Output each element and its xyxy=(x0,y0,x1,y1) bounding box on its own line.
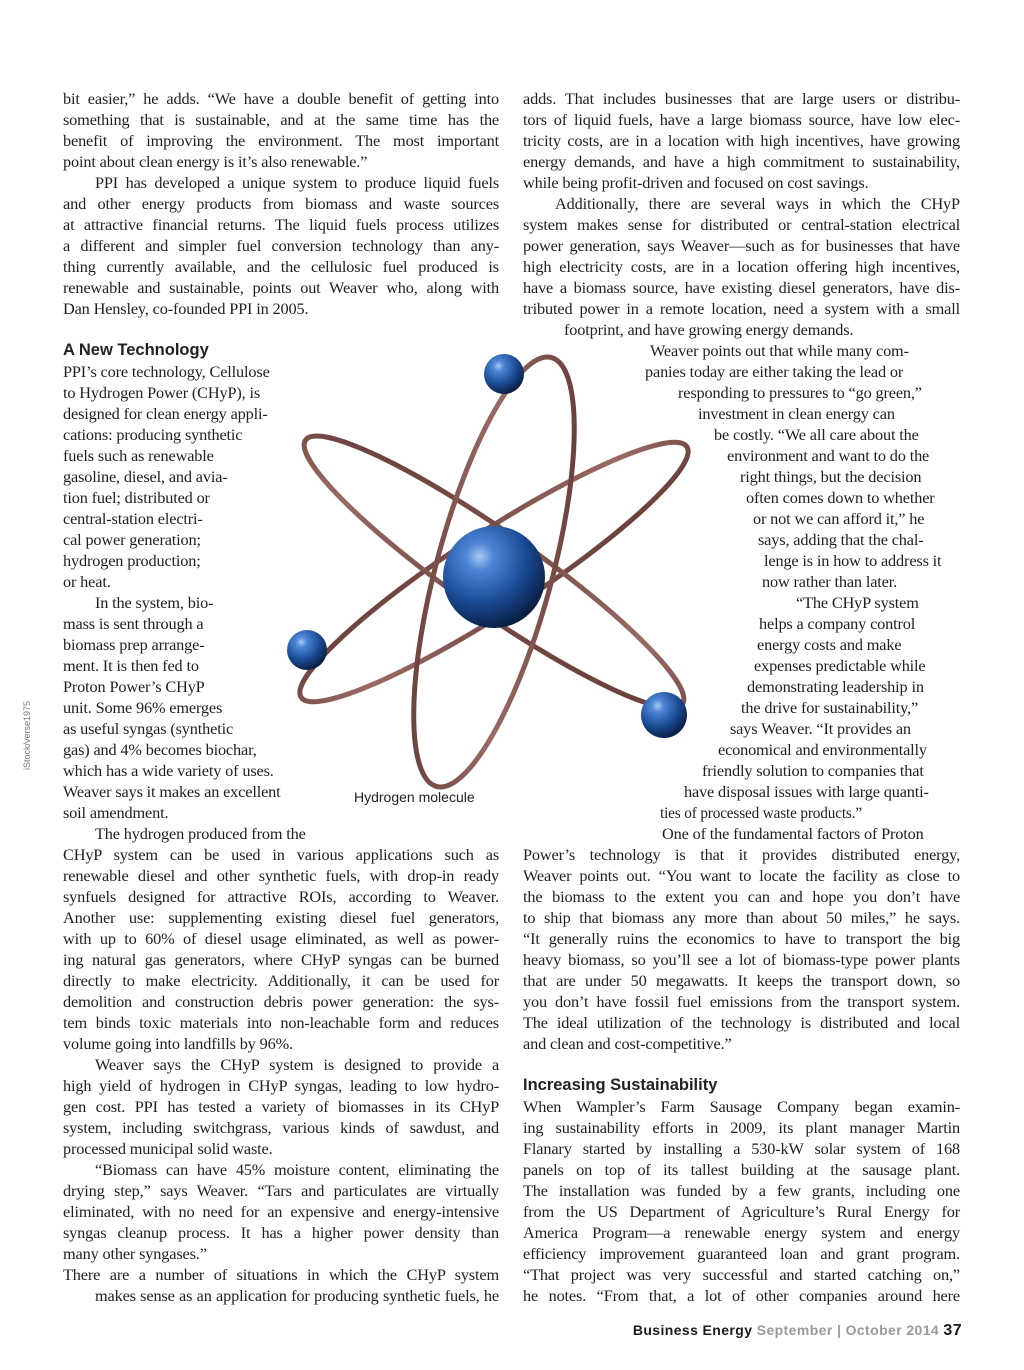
right-line: adds. That includes businesses that are large users or distribu- xyxy=(523,89,961,108)
right-line: The installation was funded by a few grants, including one xyxy=(523,1181,960,1200)
right-line: from the US Department of Agriculture’s Rural Energy for xyxy=(523,1202,961,1221)
left-line: tion fuel; distributed or xyxy=(63,488,210,507)
right-line: The ideal utilization of the technology is distributed and local xyxy=(523,1013,960,1032)
right-line: the biomass to the extent you can and hope you don’t have xyxy=(523,887,961,906)
right-line: ing sustainability efforts in 2009, its plant manager Martin xyxy=(523,1118,960,1137)
left-line: Proton Power’s CHyP xyxy=(63,677,205,696)
left-line: synfuels designed for attractive ROIs, according to Weaver. xyxy=(63,887,499,906)
left-line: PPI has developed a unique system to produce liquid fuels xyxy=(95,173,500,192)
left-line: Dan Hensley, co-founded PPI in 2005. xyxy=(63,299,309,318)
left-line: “Biomass can have 45% moisture content, eliminating the xyxy=(95,1160,499,1179)
right-line: panies today are either taking the lead or xyxy=(645,362,904,381)
right-line: and clean and cost-competitive.” xyxy=(523,1034,732,1053)
right-line: that are under 50 megawatts. It keeps the transport down, so xyxy=(523,971,961,990)
left-line: or heat. xyxy=(63,572,111,591)
left-line: bit easier,” he adds. “We have a double benefit of getting into xyxy=(63,89,500,108)
left-line: directly to make electricity. Additionally, it can be used for xyxy=(63,971,499,990)
right-line: Weaver points out that while many com- xyxy=(650,341,909,360)
heading-new-technology: A New Technology xyxy=(63,341,209,359)
right-line: system makes sense for distributed or central-station electrical xyxy=(523,215,961,234)
right-line: When Wampler’s Farm Sausage Company began examin- xyxy=(523,1097,961,1116)
right-line: power generation, says Weaver—such as for businesses that have xyxy=(523,236,960,255)
left-line: renewable diesel and other synthetic fuels, with drop-in ready xyxy=(63,866,499,885)
right-line: he notes. “From that, a lot of other companies around here xyxy=(523,1286,960,1305)
electron-sphere xyxy=(641,692,687,738)
left-line: ing natural gas generators, where CHyP syngas can be burned xyxy=(63,950,499,969)
electron-sphere xyxy=(484,354,524,394)
left-line: Another use: supplementing existing diesel fuel generators, xyxy=(63,908,499,927)
left-line: point about clean energy is it’s also renewable.” xyxy=(63,152,368,171)
right-line: “That project was very successful and started catching on,” xyxy=(523,1265,961,1284)
left-line: demolition and construction debris power generation: the sys- xyxy=(63,992,499,1011)
left-line: benefit of improving the environment. The most important xyxy=(63,131,499,150)
left-line: gasoline, diesel, and avia- xyxy=(63,467,228,486)
right-line: tricity costs, are in a location with high incentives, have growing xyxy=(523,131,960,150)
figure-caption: Hydrogen molecule xyxy=(354,789,475,805)
left-line: with up to 60% of diesel usage eliminated, as well as power- xyxy=(63,929,500,948)
page-footer xyxy=(633,1322,962,1340)
right-line: high electricity costs, are in a location offering high incentives, xyxy=(523,257,960,276)
right-line: or not we can afford it,” he xyxy=(753,509,925,528)
left-line: The hydrogen produced from the xyxy=(95,824,306,843)
right-line: energy demands, and have a high commitment to sustainability, xyxy=(523,152,960,171)
left-line: renewable and sustainable, points out Weaver who, along with xyxy=(63,278,500,297)
left-line: many other syngases.” xyxy=(63,1244,207,1263)
right-line: investment in clean energy can xyxy=(698,404,895,423)
issue-date: September | October 2014 xyxy=(756,1322,940,1338)
left-line: biomass prep arrange- xyxy=(63,635,205,654)
hydrogen-molecule-illustration xyxy=(280,340,720,840)
left-line: PPI’s core technology, Cellulose xyxy=(63,362,270,381)
right-line: panels on top of its tallest building at the sausage plant. xyxy=(523,1160,961,1179)
left-line: tem binds toxic materials into non-leachable form and reduces xyxy=(63,1013,499,1032)
right-line: lenge is in how to address it xyxy=(764,551,942,570)
left-line: which has a wide variety of uses. xyxy=(63,761,274,780)
right-line: ties of processed waste products.” xyxy=(660,803,863,822)
right-line: says, adding that the chal- xyxy=(758,530,924,549)
left-line: fuels such as renewable xyxy=(63,446,214,465)
nucleus-sphere xyxy=(443,526,545,628)
left-line: thing currently available, and the cellulosic fuel produced is xyxy=(63,257,499,276)
right-line: energy costs and make xyxy=(757,635,902,654)
left-line: cations: producing synthetic xyxy=(63,425,243,444)
left-line: volume going into landfills by 96%. xyxy=(63,1034,293,1053)
left-line: makes sense as an application for producing synthetic fuels, he xyxy=(95,1286,499,1305)
right-line: America Program—a renewable energy system and energy xyxy=(523,1223,961,1242)
right-line: tributed power in a remote location, need a system with a small xyxy=(523,299,960,318)
left-line: at attractive financial returns. The liquid fuels process utilizes xyxy=(63,215,500,234)
right-line: “The CHyP system xyxy=(796,593,919,612)
left-line: CHyP system can be used in various applications such as xyxy=(63,845,500,864)
left-line: gen cost. PPI has tested a variety of biomasses in its CHyP xyxy=(63,1097,499,1116)
right-line: expenses predictable while xyxy=(754,656,926,675)
left-line: as useful syngas (synthetic xyxy=(63,719,234,738)
left-line: cal power generation; xyxy=(63,530,201,549)
left-line: to Hydrogen Power (CHyP), is xyxy=(63,383,261,402)
right-line: Power’s technology is that it provides distributed energy, xyxy=(523,845,961,864)
right-line: One of the fundamental factors of Proton xyxy=(662,824,924,843)
right-line: environment and want to do the xyxy=(727,446,930,465)
left-line: hydrogen production; xyxy=(63,551,201,570)
left-line: and other energy products from biomass and waste sources xyxy=(63,194,500,213)
left-line: a different and simpler fuel conversion technology than any- xyxy=(63,236,499,255)
left-line: Weaver says the CHyP system is designed to provide a xyxy=(95,1055,500,1074)
left-line: gas) and 4% becomes biochar, xyxy=(63,740,257,759)
right-line: Weaver points out. “You want to locate the facility as close to xyxy=(523,866,961,885)
left-line: soil amendment. xyxy=(63,803,169,822)
right-line: economical and environmentally xyxy=(718,740,927,759)
right-line: tors of liquid fuels, have a large biomass source, have low elec- xyxy=(523,110,960,129)
page-number: 37 xyxy=(943,1322,962,1339)
right-line: footprint, and have growing energy demands. xyxy=(564,320,854,339)
left-line: ment. It is then fed to xyxy=(63,656,199,675)
image-credit: iStock/verse1975 xyxy=(22,700,32,770)
right-line: to ship that biomass any more than about 50 miles,” he says. xyxy=(523,908,960,927)
right-line: while being profit-driven and focused on cost savings. xyxy=(523,173,869,192)
left-line: mass is sent through a xyxy=(63,614,204,633)
left-line: syngas cleanup process. It has a higher power density than xyxy=(63,1223,499,1242)
right-line: have disposal issues with large quanti- xyxy=(684,782,929,801)
left-line: There are a number of situations in which the CHyP system xyxy=(63,1265,500,1284)
right-line: you don’t have fossil fuel emissions from the transport system. xyxy=(523,992,961,1011)
left-line: drying step,” says Weaver. “Tars and particulates are virtually xyxy=(63,1181,499,1200)
right-line: responding to pressures to “go green,” xyxy=(678,383,922,402)
left-line: central-station electri- xyxy=(63,509,203,528)
right-line: “It generally ruins the economics to have to transport the big xyxy=(523,929,960,948)
left-line: Weaver says it makes an excellent xyxy=(63,782,281,801)
left-line: designed for clean energy appli- xyxy=(63,404,268,423)
right-line: efficiency improvement guaranteed loan and grant program. xyxy=(523,1244,960,1263)
left-line: eliminated, with no need for an expensive and energy-intensive xyxy=(63,1202,499,1221)
right-line: right things, but the decision xyxy=(740,467,922,486)
publication-name: Business Energy xyxy=(632,1322,753,1338)
right-line: now rather than later. xyxy=(762,572,898,591)
right-line: demonstrating leadership in xyxy=(747,677,924,696)
left-line: high yield of hydrogen in CHyP syngas, leading to low hydro- xyxy=(63,1076,500,1095)
right-line: friendly solution to companies that xyxy=(702,761,924,780)
electron-sphere xyxy=(287,630,327,670)
right-line: often comes down to whether xyxy=(746,488,935,507)
right-line: the drive for sustainability,” xyxy=(741,698,919,717)
left-line: unit. Some 96% emerges xyxy=(63,698,223,717)
left-line: processed municipal solid waste. xyxy=(63,1139,273,1158)
right-line: Additionally, there are several ways in which the CHyP xyxy=(555,194,960,213)
right-line: have a biomass source, have existing diesel generators, have dis- xyxy=(523,278,960,297)
left-line: In the system, bio- xyxy=(95,593,214,612)
right-line: Flanary started by installing a 530-kW solar system of 168 xyxy=(523,1139,960,1158)
heading-increasing-sustainability: Increasing Sustainability xyxy=(523,1076,718,1094)
right-line: heavy biomass, so you’ll see a lot of biomass-type power plants xyxy=(523,950,960,969)
right-line: says Weaver. “It provides an xyxy=(730,719,911,738)
left-line: system, including switchgrass, various kinds of sawdust, and xyxy=(63,1118,500,1137)
left-line: something that is sustainable, and at the same time has the xyxy=(63,110,500,129)
right-line: be costly. “We all care about the xyxy=(714,425,919,444)
right-line: helps a company control xyxy=(759,614,916,633)
